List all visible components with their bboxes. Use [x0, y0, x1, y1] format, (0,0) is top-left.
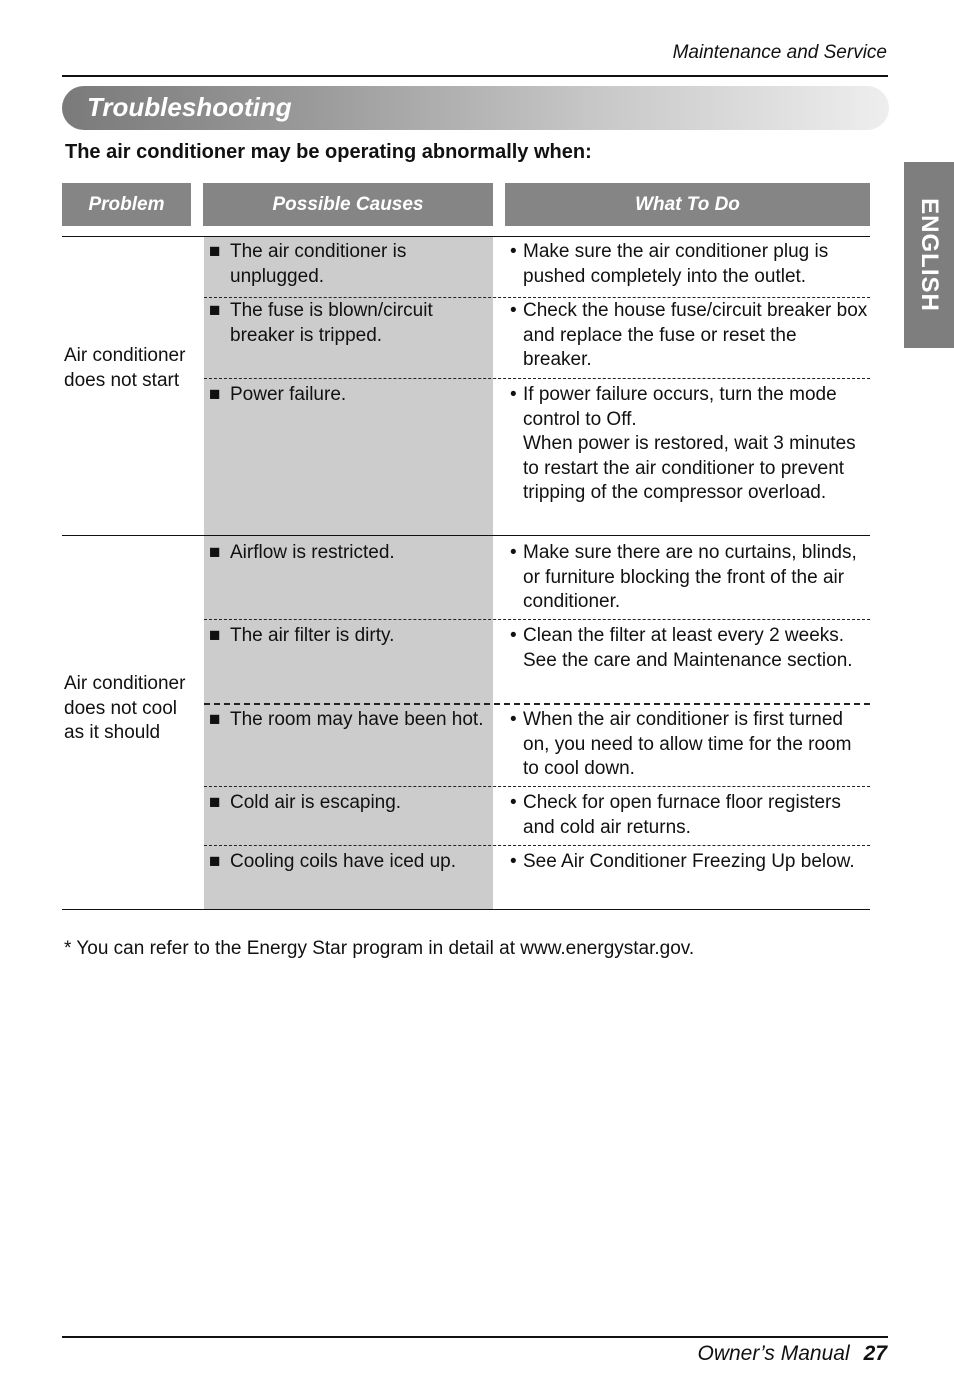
todo-cell [510, 299, 870, 373]
cause-cell [209, 624, 489, 649]
cause-cell [209, 240, 489, 289]
bullet-icon: • [510, 625, 517, 646]
bullet-icon: • [510, 384, 517, 405]
cause-cell [209, 383, 489, 408]
cause-cell [209, 850, 489, 875]
bullet-icon: • [510, 792, 517, 813]
cause-text: Cooling coils have iced up. [230, 851, 457, 872]
square-bullet-icon: ■ [209, 384, 221, 405]
column-header-todo: What To Do [505, 183, 870, 226]
row-separator [204, 378, 870, 379]
row-separator [204, 703, 870, 705]
todo-cell [510, 383, 870, 506]
todo-cell [510, 850, 870, 875]
bullet-icon: • [510, 300, 517, 321]
todo-text: See Air Conditioner Freezing Up below. [523, 851, 855, 872]
cause-cell [209, 708, 489, 733]
todo-cell [510, 624, 870, 673]
cause-text: Cold air is escaping. [230, 792, 402, 813]
row-separator [204, 845, 870, 846]
todo-text: See the care and Maintenance section. [523, 649, 853, 671]
todo-text: Check for open furnace floor registers and cold air returns. [523, 792, 841, 838]
header-rule [62, 75, 888, 77]
square-bullet-icon: ■ [209, 851, 221, 872]
todo-text: Check the house fuse/circuit breaker box and replace the fuse or reset the breaker. [523, 300, 868, 370]
table-intro: The air conditioner may be operating abnormally when: [65, 141, 592, 163]
todo-text: When power is restored, wait 3 minutes to restart the air conditioner to prevent tripping of the compressor overload. [523, 433, 856, 503]
cause-text: The air conditioner is unplugged. [230, 241, 407, 287]
section-banner [62, 86, 889, 130]
cause-text: The air filter is dirty. [230, 625, 395, 646]
footnote: * You can refer to the Energy Star program in detail at www.energystar.gov. [64, 938, 695, 959]
language-tab-label: ENGLISH [916, 198, 943, 312]
table-rule [62, 535, 870, 536]
todo-cell [510, 240, 870, 289]
todo-text: Make sure the air conditioner plug is pushed completely into the outlet. [523, 241, 829, 287]
problem-cell: Air conditioner does not start [64, 345, 186, 391]
bullet-icon: • [510, 542, 517, 563]
problem-cell: Air conditioner does not cool as it should [64, 673, 186, 743]
todo-text: If power failure occurs, turn the mode control to Off. [523, 384, 837, 430]
header-section-title: Maintenance and Service [672, 42, 887, 63]
banner-title: Troubleshooting [87, 92, 292, 122]
square-bullet-icon: ■ [209, 300, 221, 321]
table-rule [62, 909, 870, 910]
todo-cell [510, 791, 870, 840]
page-footer [698, 1342, 888, 1366]
todo-text: Make sure there are no curtains, blinds, or furniture blocking the front of the air conditioner. [523, 542, 857, 612]
square-bullet-icon: ■ [209, 792, 221, 813]
row-separator [204, 297, 870, 298]
square-bullet-icon: ■ [209, 625, 221, 646]
todo-text: When the air conditioner is first turned on, you need to allow time for the room to cool down. [523, 709, 852, 779]
todo-text: Clean the filter at least every 2 weeks. [523, 625, 845, 646]
cause-text: The room may have been hot. [230, 709, 484, 730]
cause-text: Power failure. [230, 384, 347, 405]
bullet-icon: • [510, 709, 517, 730]
table-rule [62, 236, 870, 237]
column-header-problem: Problem [62, 183, 191, 226]
bullet-icon: • [510, 241, 517, 262]
todo-cell [510, 708, 870, 782]
square-bullet-icon: ■ [209, 709, 221, 730]
row-separator [204, 786, 870, 787]
bullet-icon: • [510, 851, 517, 872]
footer-rule [62, 1336, 888, 1338]
footer-label: Owner’s Manual [697, 1342, 850, 1365]
cause-text: The fuse is blown/circuit breaker is tripped. [230, 300, 433, 346]
column-header-causes: Possible Causes [203, 183, 493, 226]
square-bullet-icon: ■ [209, 542, 221, 563]
cause-cell [209, 299, 489, 348]
square-bullet-icon: ■ [209, 241, 221, 262]
row-separator [204, 619, 870, 620]
cause-cell [209, 541, 489, 566]
page-number: 27 [863, 1342, 887, 1365]
cause-text: Airflow is restricted. [230, 542, 395, 563]
language-tab [904, 162, 954, 348]
todo-cell [510, 541, 870, 615]
cause-cell [209, 791, 489, 816]
